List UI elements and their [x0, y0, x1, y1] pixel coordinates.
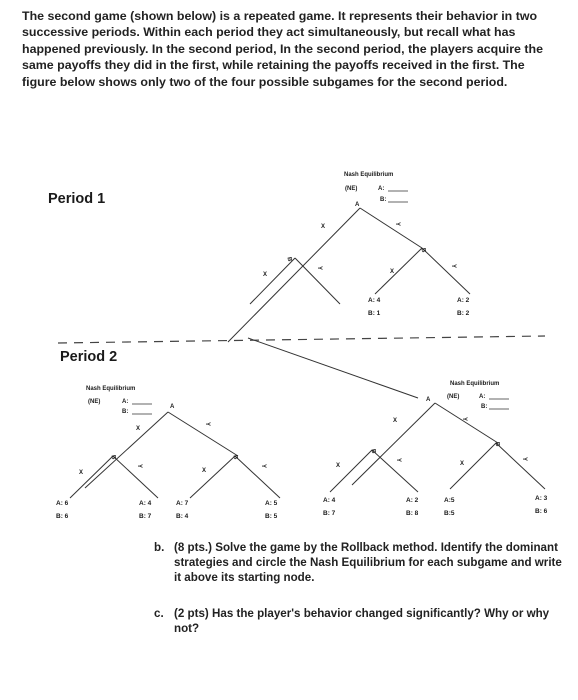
edge-left-b2-y [235, 456, 280, 498]
move-y-p1: Y [394, 222, 400, 227]
payoff-b-p2-8: B: 6 [535, 508, 548, 515]
payoff-a-p2-1: A: 6 [56, 500, 69, 507]
move-y-left-b1: Y [136, 464, 142, 469]
move-x-right-b2: X [460, 461, 465, 467]
move-x-b2-p1: X [390, 269, 395, 275]
period-2-payoffs [56, 495, 548, 520]
edge-right-a-x [352, 403, 435, 485]
period-divider [58, 336, 545, 343]
payoff-a-p2-3: A: 7 [176, 500, 189, 507]
move-y-right-b1: Y [395, 458, 401, 463]
edge-right-a-y [435, 403, 498, 443]
ne-title-right: Nash Equilibrium [450, 381, 500, 387]
payoff-a-p2-7: A:5 [444, 497, 455, 504]
edge-right-b2-y [493, 441, 545, 489]
question-b-letter: b. [154, 541, 165, 554]
period-2-left-subgame [70, 386, 280, 498]
payoff-b-p1-1: B: 1 [368, 310, 381, 317]
ne-b-label-p1: B: [380, 197, 387, 203]
payoff-b-p2-6: B: 8 [406, 510, 419, 517]
payoff-b-p2-4: B: 5 [265, 513, 278, 520]
payoff-b-p1-2: B: 2 [457, 310, 470, 317]
payoff-a-p2-2: A: 4 [139, 500, 152, 507]
node-a-left: A [170, 404, 175, 410]
node-b1-p1: B [285, 256, 293, 263]
node-a-right: A [426, 397, 431, 403]
ne-b-label-right: B: [481, 404, 488, 410]
move-x-p1: X [321, 224, 326, 230]
node-b1-left: B [109, 454, 117, 461]
node-b2-right: B [493, 441, 501, 448]
ne-title-p1: Nash Equilibrium [344, 172, 394, 178]
move-y-left-b2: Y [260, 464, 266, 469]
move-y-b1-p1: Y [316, 266, 322, 271]
edge-left-a-x [85, 412, 168, 488]
edge-a-x [228, 208, 360, 342]
ne-b-label-left: B: [122, 409, 129, 415]
ne-a-label-p1: A: [378, 186, 385, 192]
edge-left-b2-x [190, 456, 235, 498]
intro-paragraph: The second game (shown below) is a repeated game. It represents their behavior in two successive periods. Within each period they act simultaneously, but recall what has happened previously. In the second period, In the second period, the players acquire the same payoffs they did in the first, while retaining the payoffs received in the first. The figure below shows only two of the four possible subgames for the second period. [22, 9, 543, 89]
payoff-a-p1-1: A: 4 [368, 297, 381, 304]
payoff-a-p2-4: A: 5 [265, 500, 278, 507]
edge-a-y [360, 208, 422, 248]
payoff-b-p2-5: B: 7 [323, 510, 336, 517]
move-y-b2-p1: Y [450, 264, 456, 269]
move-y-left: Y [204, 422, 210, 427]
period-1-tree [228, 172, 470, 398]
move-x-right: X [393, 418, 398, 424]
move-x-left-b1: X [79, 470, 84, 476]
period-2-label: Period 2 [60, 349, 118, 365]
payoff-a-p2-5: A: 4 [323, 497, 336, 504]
move-x-left-b2: X [202, 468, 207, 474]
period-2-right-subgame [330, 381, 545, 492]
payoff-b-p2-1: B: 6 [56, 513, 69, 520]
ne-tag-p1: (NE) [345, 186, 358, 192]
period-1-label: Period 1 [48, 191, 106, 207]
payoff-a-p2-6: A: 2 [406, 497, 419, 504]
payoff-b-p2-2: B: 7 [139, 513, 152, 520]
move-x-b1-p1: X [263, 272, 268, 278]
edge-to-subgame-right [248, 338, 418, 398]
payoff-b-p2-7: B:5 [444, 510, 455, 517]
payoff-a-p2-8: A: 3 [535, 495, 548, 502]
payoff-a-p1-2: A: 2 [457, 297, 470, 304]
question-c [154, 606, 566, 646]
question-b-text: (8 pts.) Solve the game by the Rollback method. Identify the dominant strategies and circle the Nash Equilibrium for each subgame and write it above its starting node. [174, 541, 562, 584]
payoff-b-p2-3: B: 4 [176, 513, 189, 520]
edge-right-b1-y [369, 448, 418, 492]
question-c-text: (2 pts) Has the player's behavior changed significantly? Why or why not? [174, 607, 550, 635]
edge-b2-x [375, 248, 422, 294]
edge-left-b1-y [113, 456, 158, 498]
move-y-right: Y [461, 417, 467, 422]
ne-a-label-right: A: [479, 394, 486, 400]
node-b2-left: B [231, 454, 239, 461]
edge-left-a-y [168, 412, 238, 456]
node-a-p1: A [355, 202, 360, 208]
edge-b1-y [295, 258, 340, 304]
ne-tag-right: (NE) [447, 394, 460, 400]
ne-tag-left: (NE) [88, 399, 101, 405]
ne-title-left: Nash Equilibrium [86, 386, 136, 392]
edge-right-b2-x [450, 443, 496, 489]
question-b [154, 540, 566, 590]
node-b2-p1: B [419, 247, 427, 254]
question-c-letter: c. [154, 607, 164, 620]
node-b1-right: B [369, 448, 377, 455]
edge-left-b1-x [70, 456, 113, 498]
move-y-right-b2: Y [521, 457, 527, 462]
ne-a-label-left: A: [122, 399, 129, 405]
move-x-right-b1: X [336, 463, 341, 469]
edge-b2-y [419, 247, 470, 294]
move-x-left: X [136, 426, 141, 432]
